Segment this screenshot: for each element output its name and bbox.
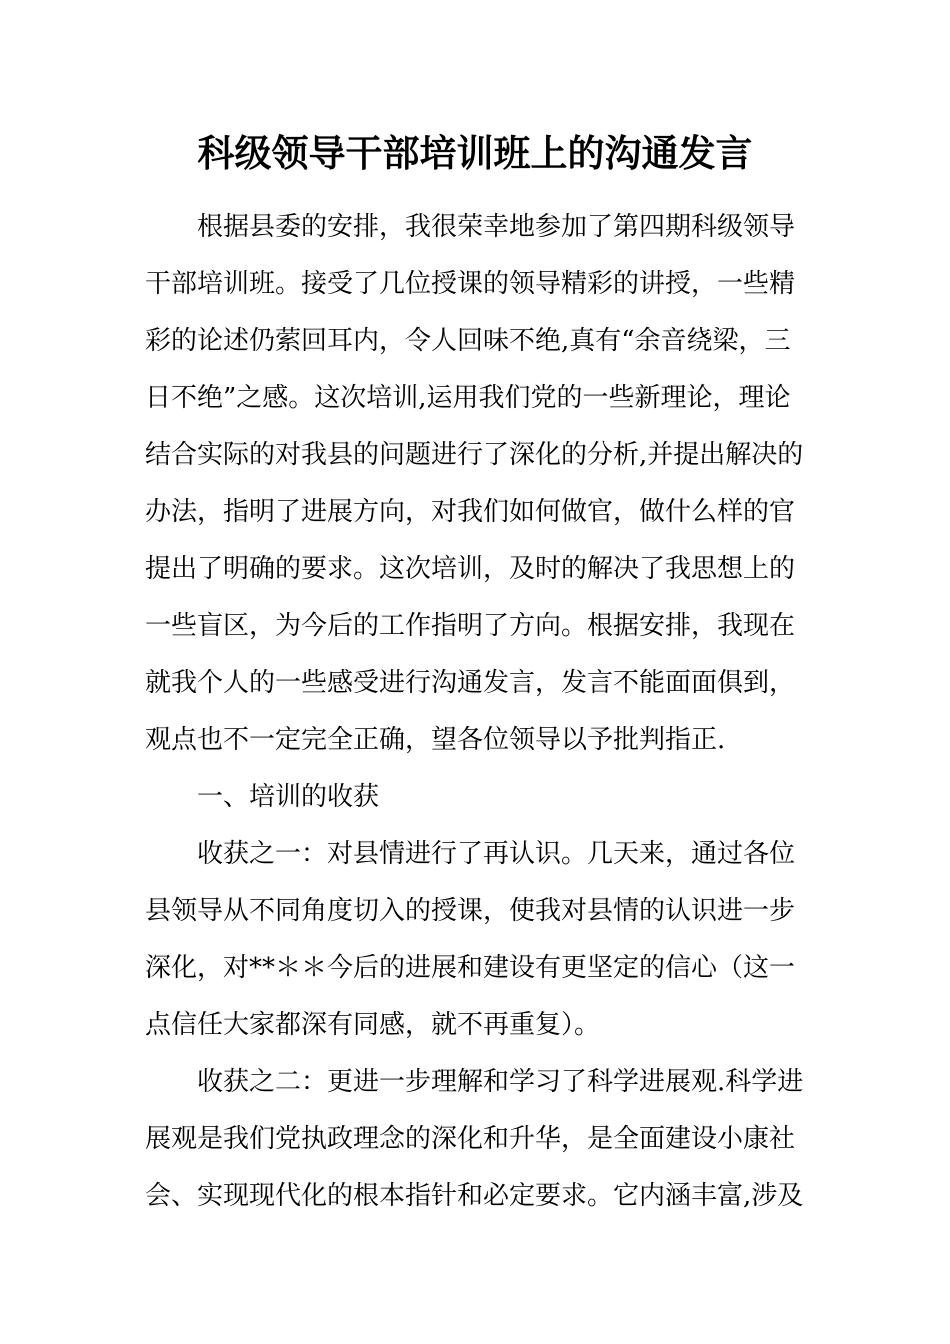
paragraph-3-line: 展观是我们党执政理念的深化和升华，是全面建设小康社 (145, 1124, 796, 1154)
paragraph-3-line: 会、实现现代化的根本指针和必定要求。它内涵丰富,涉及 (145, 1181, 804, 1211)
paragraph-1-line: 彩的论述仍萦回耳内，令人回味不绝,真有“余音绕梁，三 (145, 326, 791, 356)
paragraph-2-line: 深化，对**＊＊今后的进展和建设有更坚定的信心（这一 (145, 953, 796, 983)
document-title: 科级领导干部培训班上的沟通发言 (197, 131, 753, 175)
paragraph-1-line: 根据县委的安排，我很荣幸地参加了第四期科级领导 (197, 212, 796, 242)
paragraph-1-line: 观点也不一定完全正确，望各位领导以予批判指正. (145, 725, 726, 755)
section-heading: 一、培训的收获 (197, 782, 380, 812)
paragraph-2-line: 点信任大家都深有同感，就不再重复）。 (145, 1010, 601, 1040)
paragraph-3-line: 收获之二：更进一步理解和学习了科学进展观.科学进 (197, 1067, 804, 1097)
paragraph-2-line: 收获之一：对县情进行了再认识。几天来，通过各位 (197, 839, 796, 869)
paragraph-1-line: 干部培训班。接受了几位授课的领导精彩的讲授，一些精 (145, 269, 796, 299)
paragraph-1-line: 提出了明确的要求。这次培训，及时的解决了我思想上的 (145, 554, 796, 584)
paragraph-1-line: 办法，指明了进展方向，对我们如何做官，做什么样的官 (145, 497, 796, 527)
paragraph-1-line: 结合实际的对我县的问题进行了深化的分析,并提出解决的 (145, 440, 804, 470)
paragraph-1-line: 就我个人的一些感受进行沟通发言，发言不能面面俱到， (145, 668, 796, 698)
paragraph-2-line: 县领导从不同角度切入的授课，使我对县情的认识进一步 (145, 896, 796, 926)
paragraph-1-line: 日不绝”之感。这次培训,运用我们党的一些新理论，理论 (145, 383, 791, 413)
paragraph-1-line: 一些盲区，为今后的工作指明了方向。根据安排，我现在 (145, 611, 796, 641)
